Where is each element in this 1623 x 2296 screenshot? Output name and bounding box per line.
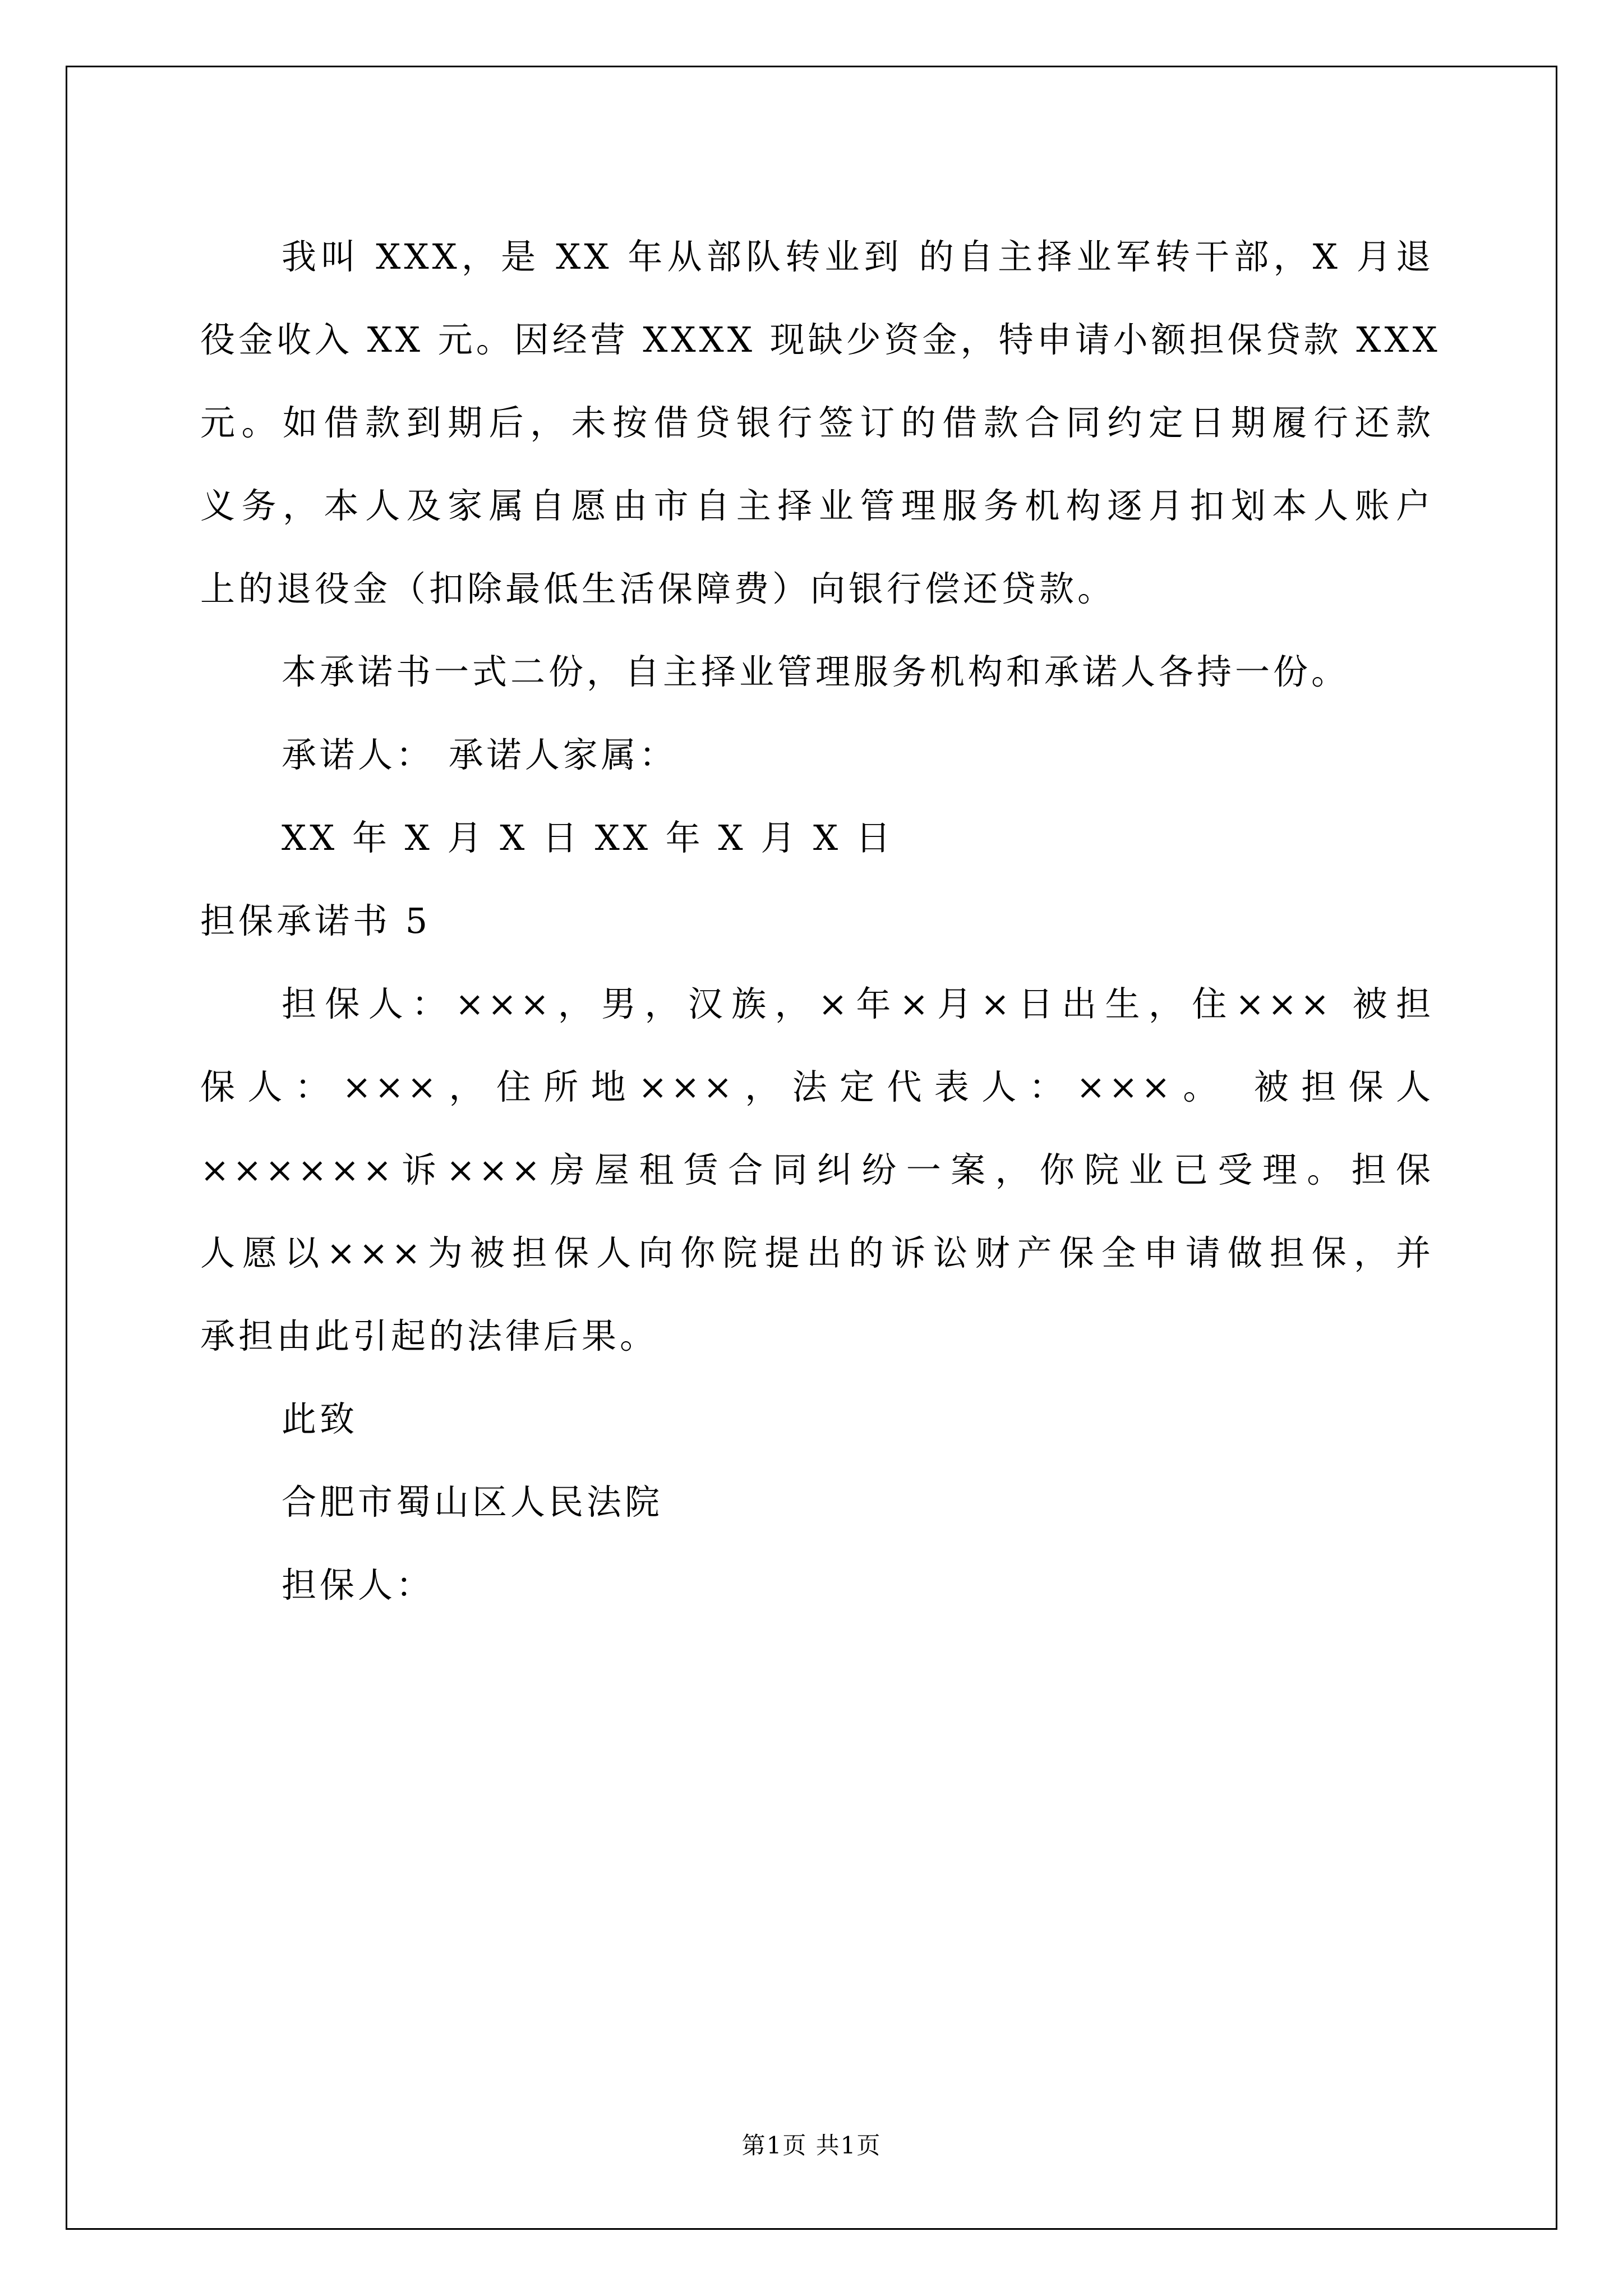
section-heading: 担保承诺书 5 [200,900,431,941]
page-footer: 第1页 共1页 [741,2132,882,2159]
paragraph-line: 义务，本人及家属自愿由市自主择业管理服务机构逐月扣划本人账户 [200,485,1434,526]
paragraph-line: ××××××诉×××房屋租赁合同纠纷一案，你院业已受理。担保 [200,1149,1434,1190]
paragraph-line: 承担由此引起的法律后果。 [200,1315,658,1356]
guarantor-signature: 担保人： [282,1565,435,1605]
paragraph-line: 保人：×××，住所地×××，法定代表人：×××。 被担保人 [200,1066,1434,1107]
paragraph-line: 我叫 XXX，是 XX 年从部队转业到 的自主择业军转干部，X 月退 [282,236,1434,277]
paragraph-line: 役金收入 XX 元。因经营 XXXX 现缺少资金，特申请小额担保贷款 XXX [200,319,1441,360]
recipient: 合肥市蜀山区人民法院 [282,1481,663,1522]
salutation: 此致 [282,1398,358,1439]
paragraph-line: 人愿以×××为被担保人向你院提出的诉讼财产保全申请做担保，并 [200,1232,1434,1273]
paragraph-line: 上的退役金（扣除最低生活保障费）向银行偿还贷款。 [200,568,1116,609]
signature-line: 承诺人： 承诺人家属： [282,734,677,775]
date-line: XX 年 X 月 X 日 XX 年 X 月 X 日 [282,817,894,858]
paragraph-line: 担保人：×××，男，汉族，×年×月×日出生，住××× 被担 [282,983,1434,1024]
paragraph-line: 元。如借款到期后，未按借贷银行签订的借款合同约定日期履行还款 [200,402,1434,443]
paragraph-line: 本承诺书一式二份，自主择业管理服务机构和承诺人各持一份。 [282,651,1350,692]
